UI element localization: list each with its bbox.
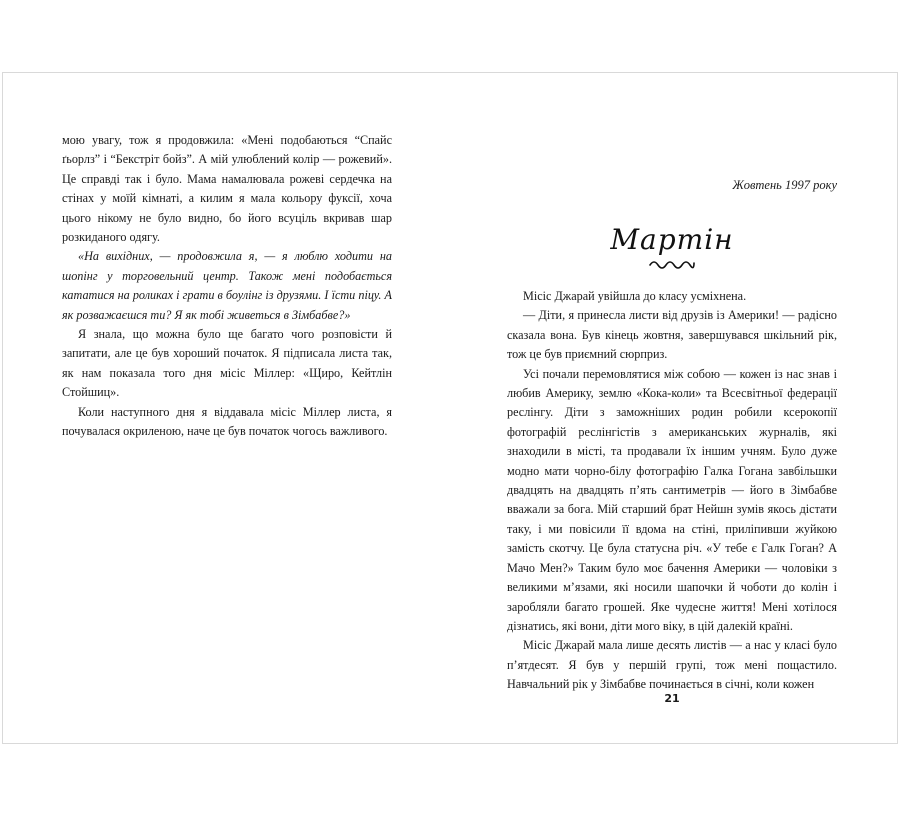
left-paragraph-3: Я знала, що можна було ще багато чого розповісти й запитати, але це був хороший початок. Я підписала листа так, як нам показала того дня місіс Міллер: «Щиро, Кейтлін Стойшиц». [62, 327, 392, 400]
right-paragraph-2: — Діти, я принесла листи від друзів із Америки! — радісно сказала вона. Був кінець жовтня, завершувався шкільний рік, тож це був приємний сюрприз. [507, 308, 837, 362]
swash-ornament-icon [648, 257, 696, 269]
right-paragraph-1: Місіс Джарай увійшла до класу усміхнена. [523, 289, 747, 303]
chapter-date: Жовтень 1997 року [732, 178, 837, 192]
left-paragraph-1: мою увагу, тож я продовжила: «Мені подобаються “Спайс ґьорлз” і “Бекстріт бойз”. А мій улюблений колір — рожевий». Це справді так і було. Мама намалювала рожеві сердечка на стінах у моїй кімнаті, а килим я мала кольору фуксії, хоча цього нікому не було видно, бо його всуціль вкривав шар розкиданого одягу. [62, 133, 392, 245]
right-page [507, 176, 837, 705]
page-number: 21 [664, 692, 680, 705]
right-paragraph-3: Усі почали перемовлятися між собою — кожен із нас знав і любив Америку, землю «Кока-коли» та Всесвітньої федерації реслінгу. Діти з заможніших родин робили ксерокопії фотографій реслінгістів з американських журналів, які знаходили в місті, та продавали їх іншим учням. Було дуже модно мати чорно-білу фотографію Галка Гогана завбільшки двадцять на двадцять п’ять сантиметрів — його в Зімбабве вважали за бога. Мій старший брат Нейшн зумів якось дістати таку, і ми повісили її вдома на стіні, приліпивши жуйкою замість скотчу. Це була статусна річ. «У тебе є Галк Гоган? А Мачо Мен?» Таким було моє бачення Америки — чоловіки з великими м’язами, які носили шапочки й чоботи до колін і заробляли багато грошей. Яке чудесне життя! Мені хотілося дізнатись, які вони, діти мого віку, в цій далекій країні. [507, 366, 837, 633]
left-paragraph-4: Коли наступного дня я віддавала місіс Міллер листа, я почувалася окриленою, наче це був початок чогось важливого. [62, 404, 392, 439]
left-page [62, 131, 392, 442]
left-paragraph-2: «На вихідних, — продовжила я, — я люблю ходити на шопінг у торговельний центр. Також мені подобається кататися на роликах і грати в боулінг із друзями. І їсти піцу. А як розважаєшся ти? Я як тобі живеться в Зімбабве?» [62, 249, 392, 322]
chapter-heading [507, 223, 837, 269]
right-paragraph-4: Місіс Джарай мала лише десять листів — а нас у класі було п’ятдесят. Я був у першій групі, тож мені пощастило. Навчальний рік у Зімбабве починається в січні, коли кожен [507, 638, 837, 692]
chapter-title: Мартін [610, 223, 734, 256]
